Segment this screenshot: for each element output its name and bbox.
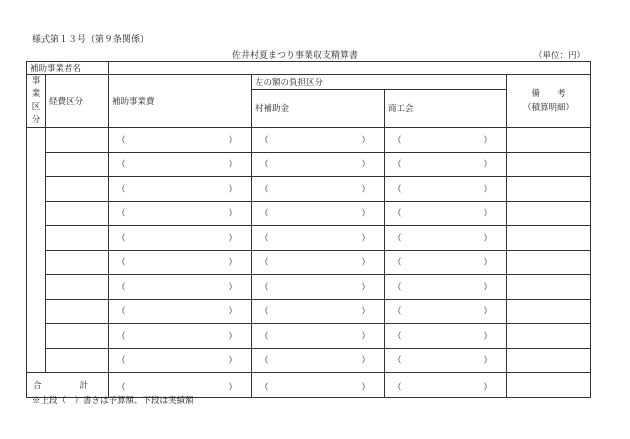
expense-category-header: 経費区分 — [46, 75, 109, 128]
expense-category-cell[interactable] — [46, 152, 109, 177]
close-paren: ） — [361, 307, 370, 318]
close-paren: ） — [361, 184, 370, 195]
close-paren: ） — [361, 233, 370, 244]
close-paren: ） — [483, 331, 492, 342]
remarks-cell[interactable] — [507, 128, 591, 153]
remarks-cell[interactable] — [507, 177, 591, 202]
expense-category-cell[interactable] — [46, 226, 109, 251]
close-paren: ） — [228, 282, 237, 293]
expense-category-cell[interactable] — [46, 348, 109, 373]
village-subsidy-cell[interactable] — [252, 299, 385, 324]
close-paren: ） — [228, 233, 237, 244]
open-paren: （ — [117, 209, 126, 220]
open-paren: （ — [260, 233, 269, 244]
close-paren: ） — [228, 331, 237, 342]
close-paren: ） — [228, 258, 237, 269]
expense-category-cell[interactable] — [46, 177, 109, 202]
remarks-cell[interactable] — [507, 348, 591, 373]
subsidy-cost-cell[interactable] — [109, 250, 252, 275]
chamber-commerce-cell[interactable] — [385, 299, 507, 324]
village-subsidy-cell[interactable] — [252, 128, 385, 153]
open-paren: （ — [260, 184, 269, 195]
close-paren: ） — [361, 160, 370, 171]
open-paren: （ — [393, 331, 402, 342]
open-paren: （ — [117, 135, 126, 146]
subsidy-cost-cell[interactable] — [109, 348, 252, 373]
chamber-commerce-header: 商工会 — [385, 89, 507, 127]
table-row — [27, 152, 591, 177]
project-category-header — [27, 75, 46, 128]
open-paren: （ — [393, 356, 402, 367]
table-row — [27, 250, 591, 275]
open-paren: （ — [117, 233, 126, 244]
total-label-right: 計 — [79, 381, 88, 391]
village-subsidy-cell[interactable] — [252, 324, 385, 349]
chamber-commerce-cell[interactable] — [385, 226, 507, 251]
burden-breakdown-header: 左の額の負担区分 — [252, 75, 507, 90]
open-paren: （ — [260, 209, 269, 220]
village-subsidy-cell[interactable] — [252, 250, 385, 275]
operator-name-label: 補助事業者名 — [27, 62, 109, 75]
open-paren: （ — [117, 382, 126, 393]
expense-category-cell[interactable] — [46, 275, 109, 300]
subsidy-cost-cell[interactable] — [109, 177, 252, 202]
total-remarks-cell[interactable] — [507, 373, 591, 398]
project-category-cell[interactable] — [27, 128, 46, 373]
document-title: 佐井村夏まつり事業収支精算書 — [232, 51, 359, 61]
chamber-commerce-cell[interactable] — [385, 177, 507, 202]
expense-category-cell[interactable] — [46, 324, 109, 349]
close-paren: ） — [483, 258, 492, 269]
village-subsidy-cell[interactable] — [252, 275, 385, 300]
expense-category-cell[interactable] — [46, 128, 109, 153]
open-paren: （ — [393, 160, 402, 171]
chamber-commerce-cell[interactable] — [385, 201, 507, 226]
settlement-table — [26, 61, 591, 398]
remarks-cell[interactable] — [507, 275, 591, 300]
close-paren: ） — [483, 209, 492, 220]
table-row — [27, 177, 591, 202]
open-paren: （ — [393, 258, 402, 269]
table-row — [27, 226, 591, 251]
remarks-subtitle: （積算明細） — [522, 103, 574, 113]
expense-category-cell[interactable] — [46, 299, 109, 324]
open-paren: （ — [393, 135, 402, 146]
close-paren: ） — [228, 160, 237, 171]
subsidy-cost-cell[interactable] — [109, 201, 252, 226]
open-paren: （ — [260, 135, 269, 146]
chamber-commerce-cell[interactable] — [385, 152, 507, 177]
remarks-cell[interactable] — [507, 201, 591, 226]
expense-category-cell[interactable] — [46, 250, 109, 275]
footnote: ※上段（ ）書きは予算額、下段は実績額 — [32, 396, 194, 406]
table-row — [27, 348, 591, 373]
open-paren: （ — [117, 356, 126, 367]
village-subsidy-cell[interactable] — [252, 152, 385, 177]
table-row — [27, 201, 591, 226]
open-paren: （ — [117, 331, 126, 342]
close-paren: ） — [228, 209, 237, 220]
close-paren: ） — [361, 282, 370, 293]
chamber-commerce-cell[interactable] — [385, 348, 507, 373]
project-category-char: 業 — [31, 89, 41, 99]
open-paren: （ — [117, 307, 126, 318]
table-row — [27, 324, 591, 349]
subsidy-cost-cell[interactable] — [109, 324, 252, 349]
remarks-title: 備 考 — [531, 89, 566, 99]
open-paren: （ — [260, 356, 269, 367]
open-paren: （ — [117, 282, 126, 293]
close-paren: ） — [361, 356, 370, 367]
form-number: 様式第１３号（第９条関係） — [32, 35, 150, 45]
open-paren: （ — [393, 209, 402, 220]
remarks-cell[interactable] — [507, 299, 591, 324]
open-paren: （ — [393, 282, 402, 293]
village-subsidy-cell[interactable] — [252, 348, 385, 373]
open-paren: （ — [260, 382, 269, 393]
close-paren: ） — [228, 184, 237, 195]
chamber-commerce-cell[interactable] — [385, 324, 507, 349]
close-paren: ） — [483, 356, 492, 367]
close-paren: ） — [483, 282, 492, 293]
village-subsidy-cell[interactable] — [252, 226, 385, 251]
subsidy-cost-cell[interactable] — [109, 275, 252, 300]
remarks-header — [507, 75, 591, 128]
close-paren: ） — [361, 209, 370, 220]
close-paren: ） — [483, 135, 492, 146]
open-paren: （ — [260, 331, 269, 342]
table-row — [27, 275, 591, 300]
close-paren: ） — [228, 135, 237, 146]
total-row — [27, 373, 591, 398]
close-paren: ） — [483, 160, 492, 171]
subsidy-cost-cell[interactable] — [109, 226, 252, 251]
total-label — [27, 373, 109, 398]
open-paren: （ — [117, 258, 126, 269]
open-paren: （ — [393, 382, 402, 393]
close-paren: ） — [228, 307, 237, 318]
open-paren: （ — [393, 307, 402, 318]
open-paren: （ — [260, 258, 269, 269]
total-subsidy-cost-cell[interactable] — [109, 373, 252, 398]
close-paren: ） — [483, 184, 492, 195]
open-paren: （ — [260, 282, 269, 293]
remarks-cell[interactable] — [507, 250, 591, 275]
table-row — [27, 128, 591, 153]
village-subsidy-cell[interactable] — [252, 177, 385, 202]
subsidy-cost-header: 補助事業費 — [109, 75, 252, 128]
total-label-left: 合 — [33, 381, 42, 391]
subsidy-cost-cell[interactable] — [109, 299, 252, 324]
unit-label: （単位：円） — [534, 51, 586, 61]
open-paren: （ — [117, 184, 126, 195]
subsidy-cost-cell[interactable] — [109, 152, 252, 177]
project-category-char: 事 — [31, 76, 41, 86]
chamber-commerce-cell[interactable] — [385, 128, 507, 153]
remarks-cell[interactable] — [507, 152, 591, 177]
total-village-subsidy-cell[interactable] — [252, 373, 385, 398]
open-paren: （ — [260, 307, 269, 318]
close-paren: ） — [483, 233, 492, 244]
close-paren: ） — [228, 382, 237, 393]
open-paren: （ — [260, 160, 269, 171]
table-row — [27, 299, 591, 324]
close-paren: ） — [483, 382, 492, 393]
chamber-commerce-cell[interactable] — [385, 250, 507, 275]
village-subsidy-header: 村補助金 — [252, 89, 385, 127]
close-paren: ） — [361, 382, 370, 393]
close-paren: ） — [228, 356, 237, 367]
open-paren: （ — [393, 233, 402, 244]
project-category-char: 区 — [31, 102, 41, 112]
operator-name-value[interactable] — [109, 62, 591, 75]
close-paren: ） — [483, 307, 492, 318]
subsidy-cost-cell[interactable] — [109, 128, 252, 153]
total-chamber-commerce-cell[interactable] — [385, 373, 507, 398]
close-paren: ） — [361, 258, 370, 269]
project-category-char: 分 — [31, 115, 41, 125]
chamber-commerce-cell[interactable] — [385, 275, 507, 300]
close-paren: ） — [361, 135, 370, 146]
expense-category-cell[interactable] — [46, 201, 109, 226]
remarks-cell[interactable] — [507, 226, 591, 251]
open-paren: （ — [393, 184, 402, 195]
village-subsidy-cell[interactable] — [252, 201, 385, 226]
close-paren: ） — [361, 331, 370, 342]
remarks-cell[interactable] — [507, 324, 591, 349]
open-paren: （ — [117, 160, 126, 171]
